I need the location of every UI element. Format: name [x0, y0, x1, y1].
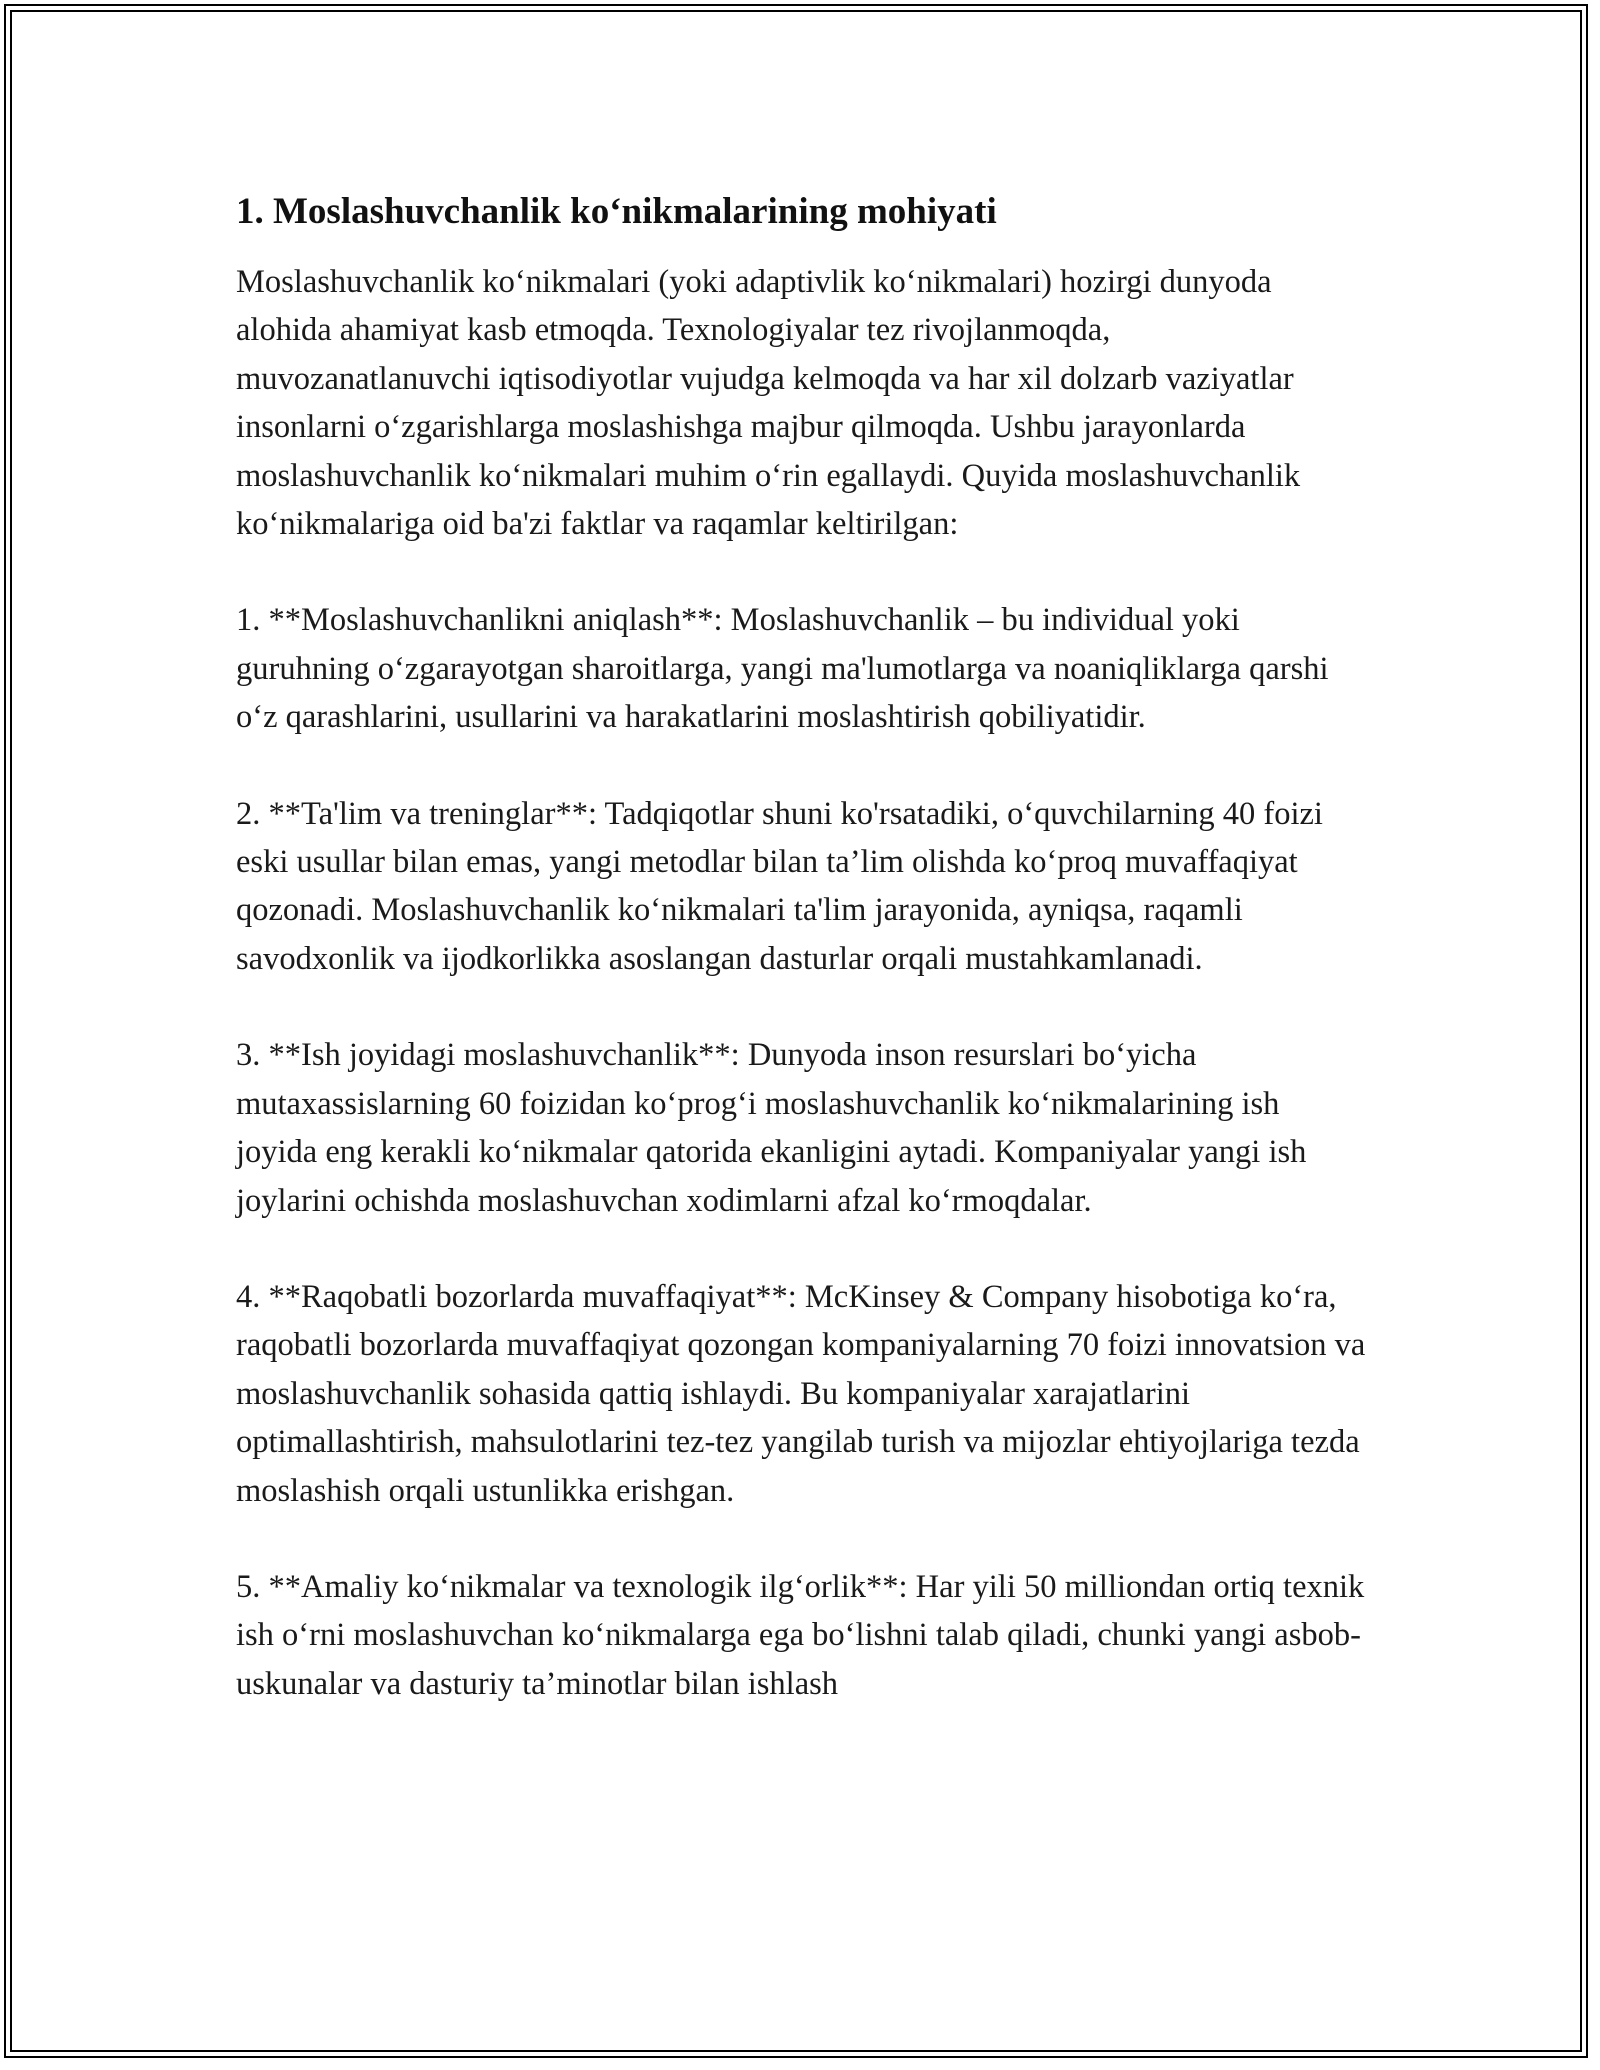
section-heading: 1. Moslashuvchanlik ko‘nikmalarining mohiyati: [236, 191, 997, 232]
fact-item-1: 1. **Moslashuvchanlikni aniqlash**: Moslashuvchanlik – bu individual yoki guruhning o‘zgarayotgan sharoitlarga, yangi ma'lumotlarga va noaniqliklarga qarshi o‘z qarashlarini, usullarini va harakatlarini moslashtirish qobiliyatidir.: [236, 602, 1329, 736]
fact-item-3: 3. **Ish joyidagi moslashuvchanlik**: Dunyoda inson resurslari bo‘yicha mutaxassislarning 60 foizidan ko‘prog‘i moslashuvchanlik ko‘nikmalarining ish joyida eng kerakli ko‘nikmalar qatorida ekanligini aytadi. Kompaniyalar yangi ish joylarini ochishda moslashuvchan xodimlarni afzal ko‘rmoqdalar.: [236, 1037, 1307, 1219]
fact-item-2: 2. **Ta'lim va treninglar**: Tadqiqotlar shuni ko'rsatadiki, o‘quvchilarning 40 foizi eski usullar bilan emas, yangi metodlar bilan ta’lim olishda ko‘proq muvaffaqiyat qozonadi. Moslashuvchanlik ko‘nikmalari ta'lim jarayonida, ayniqsa, raqamli savodxonlik va ijodkorlikka asoslangan dasturlar orqali mustahkamlanadi.: [236, 795, 1323, 977]
intro-paragraph: Moslashuvchanlik ko‘nikmalari (yoki adaptivlik ko‘nikmalari) hozirgi dunyoda alohida ahamiyat kasb etmoqda. Texnologiyalar tez rivojlanmoqda, muvozanatlanuvchi iqtisodiyotlar vujudga kelmoqda va har xil dolzarb vaziyatlar insonlarni o‘zgarishlarga moslashishga majbur qilmoqda. Ushbu jarayonlarda moslashuvchanlik ko‘nikmalari muhim o‘rin egallaydi. Quyida moslashuvchanlik ko‘nikmalariga oid ba'zi faktlar va raqamlar keltirilgan:: [236, 264, 1301, 543]
fact-item-5: 5. **Amaliy ko‘nikmalar va texnologik ilg‘orlik**: Har yili 50 milliondan ortiq texnik ish o‘rni moslashuvchan ko‘nikmalarga ega bo‘lishni talab qiladi, chunki yangi asbob-uskunalar va dasturiy ta’minotlar bilan ishlash: [236, 1568, 1365, 1702]
fact-item-4: 4. **Raqobatli bozorlarda muvaffaqiyat**: McKinsey & Company hisobotiga ko‘ra, raqobatli bozorlarda muvaffaqiyat qozongan kompaniyalarning 70 foizi innovatsion va moslashuvchanlik sohasida qattiq ishlaydi. Bu kompaniyalar xarajatlarini optimallashtirish, mahsulotlarini tez-tez yangilab turish va mijozlar ehtiyojlariga tezda moslashish orqali ustunlikka erishgan.: [236, 1278, 1366, 1509]
document-body: [236, 188, 1366, 1756]
